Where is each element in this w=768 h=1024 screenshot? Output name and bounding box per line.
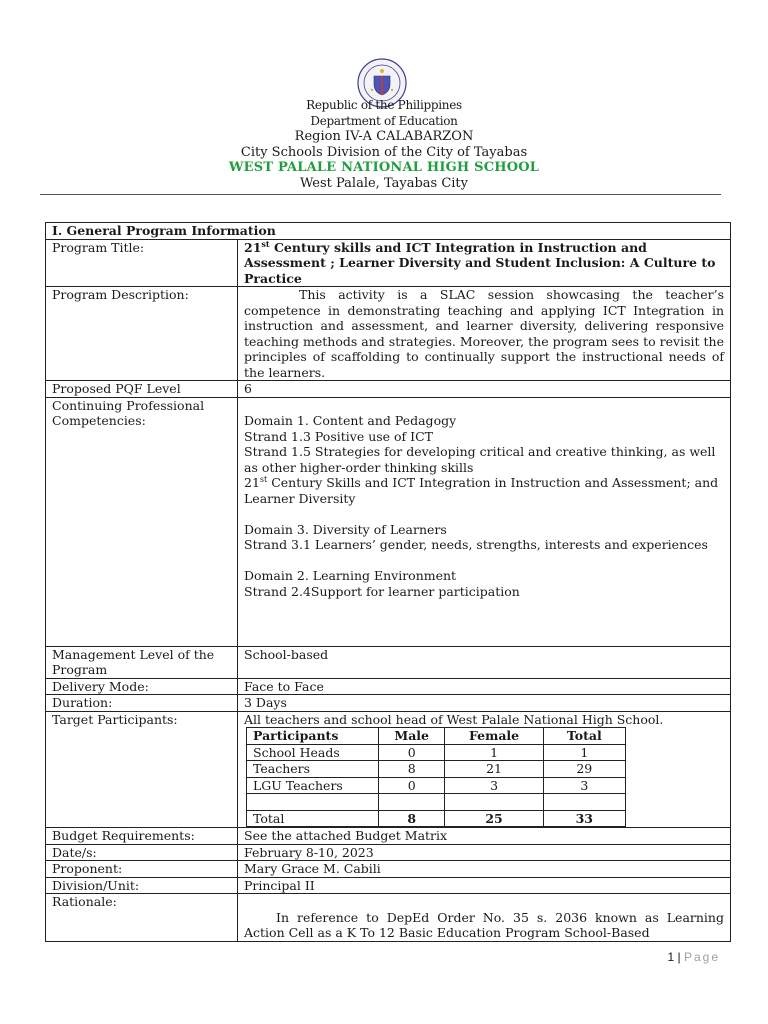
col-female: Female [445,728,543,745]
section-title: I. General Program Information [46,223,731,240]
region-line: Region IV-A CALABARZON [294,129,474,144]
competencies-value [238,397,731,646]
participant-male: 8 [378,761,445,778]
table-row [247,777,626,794]
target-participants-label: Target Participants: [46,711,238,828]
duration-value: 3 Days [238,695,731,712]
delivery-mode-label: Delivery Mode: [46,678,238,695]
management-level-value: School-based [238,646,731,678]
competencies-label: Continuing Professional Competencies: [46,397,238,646]
table-row [247,761,626,778]
division-unit-value: Principal II [238,877,731,894]
header-divider [40,194,721,195]
page-separator: | [674,950,684,964]
republic-line: Republic of the Philippines [306,98,462,112]
division-unit-label: Division/Unit: [46,877,238,894]
dates-value: February 8-10, 2023 [238,844,731,861]
total-total: 33 [543,810,625,827]
participant-name: School Heads [247,744,379,761]
program-info-table [45,222,731,942]
rationale-text: In reference to DepEd Order No. 35 s. 2036 known as Learning Action Cell as a K To 12 Basic Education Program School-Based [244,909,724,940]
competency-strand-3-1: Strand 3.1 Learners’ gender, needs, strengths, interests and experiences [244,537,708,552]
competency-strand-1-5: Strand 1.5 Strategies for developing critical and creative thinking, as well as other higher-order thinking skills [244,444,716,475]
target-participants-text: All teachers and school head of West Palale National High School. [244,711,664,727]
delivery-mode-value: Face to Face [238,678,731,695]
duration-label: Duration: [46,695,238,712]
management-level-label: Management Level of the Program [46,646,238,678]
program-description-label: Program Description: [46,287,238,381]
participants-table [246,727,626,827]
col-participants: Participants [247,728,379,745]
rationale-label: Rationale: [46,894,238,942]
table-row-empty [247,794,626,811]
participant-total: 3 [543,777,625,794]
program-description-value: This activity is a SLAC session showcasing the teacher’s competence in demonstrating teaching and applying ICT Integration in instruction and assessment, and learner diversity, delivering responsive teaching methods and strategies. Moreover, the program sees to revisit the principles of scaffolding to continually support the instructional needs of the learners. [238,287,731,381]
total-male: 8 [378,810,445,827]
participant-female: 21 [445,761,543,778]
competency-domain-2: Domain 2. Learning Environment [244,568,457,583]
competency-domain-3: Domain 3. Diversity of Learners [244,521,447,537]
competency-domain-1: Domain 1. Content and Pedagogy [244,413,457,428]
letterhead [0,98,768,191]
participant-male: 0 [378,777,445,794]
participant-male: 0 [378,744,445,761]
total-female: 25 [445,810,543,827]
division-line: City Schools Division of the City of Tayabas [240,144,528,160]
department-line: Department of Education [310,113,458,128]
participants-header-row [247,728,626,745]
budget-label: Budget Requirements: [46,828,238,845]
col-male: Male [378,728,445,745]
competency-strand-2-4: Strand 2.4Support for learner participation [244,583,520,599]
competency-21st-century: 21st Century Skills and ICT Integration in Instruction and Assessment; and Learner Diversity [244,474,719,506]
participant-name: LGU Teachers [247,777,379,794]
proponent-label: Proponent: [46,861,238,878]
dates-label: Date/s: [46,844,238,861]
school-name: WEST PALALE NATIONAL HIGH SCHOOL [228,160,540,175]
page-number: 1 [667,950,675,964]
col-total: Total [543,728,625,745]
competency-strand-1-3: Strand 1.3 Positive use of ICT [244,428,433,444]
participant-female: 3 [445,777,543,794]
participant-female: 1 [445,744,543,761]
school-address: West Palale, Tayabas City [299,175,469,191]
proponent-value: Mary Grace M. Cabili [238,861,731,878]
table-row [247,744,626,761]
participants-total-row [247,810,626,827]
participant-name: Teachers [247,761,379,778]
program-title-value: 21st Century skills and ICT Integration in Instruction and Assessment ; Learner Diversity and Student Inclusion: A Culture to Practice [238,239,731,287]
participant-total: 1 [543,744,625,761]
page-footer [0,950,768,964]
program-title-label: Program Title: [46,239,238,287]
pqf-level-label: Proposed PQF Level [46,381,238,398]
rationale-value [238,894,731,942]
budget-value: See the attached Budget Matrix [238,828,731,845]
total-label: Total [247,810,379,827]
participant-total: 29 [543,761,625,778]
target-participants-value [238,711,731,828]
page-word: Page [683,950,720,964]
pqf-level-value: 6 [238,381,731,398]
